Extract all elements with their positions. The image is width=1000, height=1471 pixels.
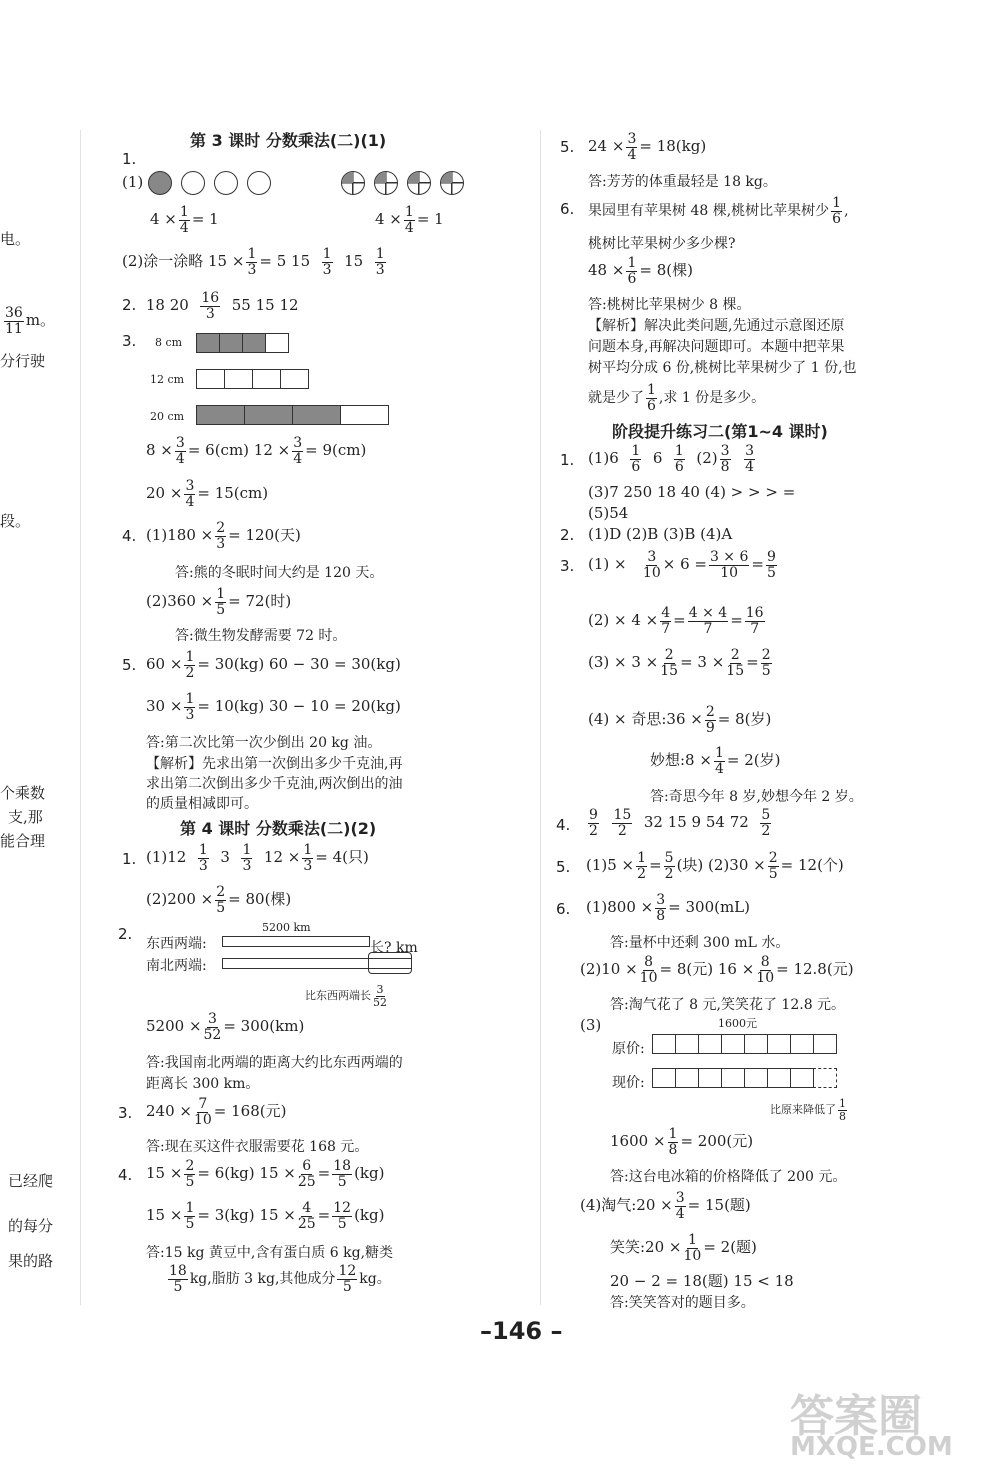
q5-note: 的质量相减即可。 [146,796,258,812]
edge-text: 支,那 [8,808,43,826]
bar-20cm [196,405,388,425]
s6-4: (4)淘气:20 × $\frac{3}{4}$ = 15(题) [580,1190,751,1222]
q1-circles-row: (1) [122,171,280,195]
q3-label: 3. [122,332,137,350]
edge-text: 果的路 [8,1252,54,1270]
s3-label: 3. [560,557,575,575]
l4q2-eq: 5200 × $\frac{3}{52}$ = 300(km) [146,1011,305,1043]
l4q1-d: (2)200 × $\frac{2}{5}$ = 80(棵) [146,884,292,916]
lesson4-title: 第 4 课时 分数乘法(二)(2) [180,819,377,838]
l4q2-answer: 答:我国南北两端的距离大约比东西两端的 [146,1055,403,1071]
s6-1-answer: 答:量杯中还剩 300 mL 水。 [610,935,790,951]
s6-4-answer: 答:笑笑答对的题目多。 [610,1295,755,1311]
s5-line: (1)5 × $\frac{1}{2}$ = $\frac{5}{2}$ (块) (2)30 × $\frac{2}{5}$ = 12(个) [586,850,844,882]
s3-2: (2) × 4 × $\frac{4}{7}$ = $\frac{4 \times 4}{7}$ = $\frac{16}{7}$ [588,605,764,637]
s6-3-eq: 1600 × $\frac{1}{8}$ = 200(元) [610,1126,754,1158]
bar-label: 20 cm [150,410,185,423]
s6-label: 6. [556,900,571,918]
l4q4-a: 15 × $\frac{2}{5}$ = 6(kg) 15 × $\frac{6}{25}$ = $\frac{18}{5}$ (kg) [146,1158,385,1190]
l4q3-label: 3. [118,1104,133,1122]
s1-label: 1. [560,451,575,469]
s1-line2: (3)7 250 18 40 (4) > > > = [588,483,796,501]
quarter-circle [341,171,365,195]
c2-q6-text: 果园里有苹果树 48 棵,桃树比苹果树少 $\frac{1}{6}$ , [588,195,849,227]
l4q1-label: 1. [122,850,137,868]
edge-text: 已经爬 [8,1172,54,1190]
shaded-circle [148,171,172,195]
l4q1-a: (1)12 $\frac{1}{3}$ 3 $\frac{1}{3}$ 12 × $\frac{1}{3}$ = 4(只) [146,842,369,874]
l4q4-answer: 答:15 kg 黄豆中,含有蛋白质 6 kg,糖类 [146,1245,394,1261]
now-label: 现价: [612,1075,645,1091]
now-price-bar [652,1068,836,1088]
s3-1: (1) × $\frac{3}{10}$ × 6 = $\frac{3 \times 6}{10}$ = $\frac{9}{5}$ [588,549,776,581]
c2-q6-note: 问题本身,再解决问题即可。本题中把苹果 [588,339,845,355]
stage-title: 阶段提升练习二(第1~4 课时) [612,422,828,441]
c2-q5-label: 5. [560,138,575,156]
l4q4-label: 4. [118,1166,133,1184]
s6-4b: 笑笑:20 × $\frac{1}{10}$ = 2(题) [610,1232,757,1264]
q1-label: 1. [122,150,137,168]
s4-line: $\frac{9}{2}$ $\frac{15}{2}$ 32 15 9 54 72 $\frac{5}{2}$ [589,807,771,839]
edge-text: 的每分 [8,1217,54,1235]
c2-q6-answer: 答:桃树比苹果树少 8 棵。 [588,297,751,313]
orig-label: 原价: [612,1041,645,1057]
q3-eq1: 8 × $\frac{3}{4}$ = 6(cm) 12 × $\frac{3}{4}$ = 9(cm) [146,435,367,467]
s6-2-answer: 答:淘气花了 8 元,笑笑花了 12.8 元。 [610,997,846,1013]
extra-bracket [368,952,412,974]
ew-bar [222,936,370,947]
watermark-url: MXQE.COM [790,1432,953,1462]
s3-3: (3) × 3 × $\frac{2}{15}$ = 3 × $\frac{2}{15}$ = $\frac{2}{5}$ [588,647,771,679]
edge-text: 电。 [0,230,31,248]
q5-label: 5. [122,656,137,674]
circle [214,171,238,195]
s6-4c: 20 − 2 = 18(题) 15 < 18 [610,1272,794,1290]
s6-2: (2)10 × $\frac{8}{10}$ = 8(元) 16 × $\frac{8}{10}$ = 12.8(元) [580,954,854,986]
lesson3-title: 第 3 课时 分数乘法(二)(1) [190,131,387,150]
q1-eq-b: 4 × $\frac{1}{4}$ = 1 [375,204,444,236]
orig-price-bar [652,1034,836,1054]
column-rule [540,130,541,1305]
q4-b-answer: 答:微生物发酵需要 72 时。 [175,628,347,644]
c2-q6-label: 6. [560,200,575,218]
c2-q6-note: 【解析】解决此类问题,先通过示意图还原 [588,318,845,334]
q5-note: 求出第二次倒出多少千克油,两次倒出的油 [146,776,403,792]
bar-12cm [196,369,308,389]
reduce-note: 比原来降低了 $\frac{1}{8}$ [770,1097,846,1123]
price-label: 1600元 [718,1017,757,1030]
bar-label: 12 cm [150,373,185,386]
length-question: 长? km [370,940,418,956]
circle [181,171,205,195]
page-number: –146 – [480,1317,563,1345]
c2-q6-eq: 48 × $\frac{1}{6}$ = 8(棵) [588,255,693,287]
bar-label: 8 cm [155,336,183,349]
q4-label: 4. [122,527,137,545]
s6-3-answer: 答:这台电冰箱的价格降低了 200 元。 [610,1169,847,1185]
l4q4-answer: $\frac{18}{5}$ kg,脂肪 3 kg,其他成分 $\frac{12}{5}$ kg。 [169,1263,391,1295]
l4q2-label: 2. [118,925,133,943]
q5-a: 60 × $\frac{1}{2}$ = 30(kg) 60 − 30 = 30(kg) [146,649,401,681]
s6-3-label: (3) [580,1016,602,1034]
l4q2-answer: 距离长 300 km。 [146,1076,260,1092]
distance-label: 5200 km [262,921,311,934]
compare-note: 比东西两端长 $\frac{3}{52}$ [305,983,387,1009]
q1-sub2: (2)涂一涂略 15 × $\frac{1}{3}$ = 5 15 $\frac{1}{3}$ 15 $\frac{1}{3}$ [122,246,385,278]
quarter-circle [374,171,398,195]
q3-eq3: 20 × $\frac{3}{4}$ = 15(cm) [146,478,269,510]
s1-line3: (5)54 [588,504,629,522]
bar-8cm [196,333,288,353]
l4q4-c: 15 × $\frac{1}{5}$ = 3(kg) 15 × $\frac{4}{25}$ = $\frac{12}{5}$ (kg) [146,1200,385,1232]
c2-q5-eq: 24 × $\frac{3}{4}$ = 18(kg) [588,131,707,163]
c2-q5-answer: 答:芳芳的体重最轻是 18 kg。 [588,174,777,190]
q5-answer: 答:第二次比第一次少倒出 20 kg 油。 [146,735,382,751]
edge-text: 分行驶 [0,352,46,370]
q1-quarter-circles [341,171,473,195]
s2-text: (1)D (2)B (3)B (4)A [588,525,733,543]
column-rule [80,130,81,1305]
quarter-circle [440,171,464,195]
s6-1: (1)800 × $\frac{3}{8}$ = 300(mL) [586,892,750,924]
s3-answer: 答:奇思今年 8 岁,妙想今年 2 岁。 [650,789,863,805]
q2-line: 2. 18 20 $\frac{16}{3}$ 55 15 12 [122,290,299,322]
ns-label: 南北两端: [146,958,207,974]
edge-text: 能合理 [0,832,46,850]
s3-4: (4) × 奇思:36 × $\frac{2}{9}$ = 8(岁) [588,704,772,736]
s2-label: 2. [560,526,575,544]
l4q3-eq: 240 × $\frac{7}{10}$ = 168(元) [146,1096,287,1128]
s1-line1: (1)6 $\frac{1}{6}$ 6 $\frac{1}{6}$ (2) $\frac{3}{8}$ $\frac{3}{4}$ [588,443,755,475]
quarter-circle [407,171,431,195]
edge-text: 段。 [0,512,31,530]
c2-q6-text2: 桃树比苹果树少多少棵? [588,236,736,252]
q4-a-answer: 答:熊的冬眠时间大约是 120 天。 [175,565,384,581]
circle [247,171,271,195]
s4-label: 4. [556,816,571,834]
s5-label: 5. [556,858,571,876]
l4q3-answer: 答:现在买这件衣服需要花 168 元。 [146,1139,369,1155]
q4-b: (2)360 × $\frac{1}{5}$ = 72(时) [146,586,292,618]
s3-4b: 妙想:8 × $\frac{1}{4}$ = 2(岁) [650,745,781,777]
q5-b: 30 × $\frac{1}{3}$ = 10(kg) 30 − 10 = 20(kg) [146,691,401,723]
edge-text: 个乘数 [0,784,46,802]
edge-fraction: $\frac{36}{11}$ m。 [5,305,56,337]
c2-q6-note: 树平均分成 6 份,桃树比苹果树少了 1 份,也 [588,360,857,376]
q4-a: (1)180 × $\frac{2}{3}$ = 120(天) [146,520,301,552]
q5-note: 【解析】先求出第一次倒出多少千克油,再 [146,756,403,772]
q1-eq-a: 4 × $\frac{1}{4}$ = 1 [150,204,219,236]
c2-q6-note: 就是少了 $\frac{1}{6}$ ,求 1 份是多少。 [588,382,766,414]
ew-label: 东西两端: [146,936,207,952]
watermark-logo: 答案圈 [790,1391,922,1442]
